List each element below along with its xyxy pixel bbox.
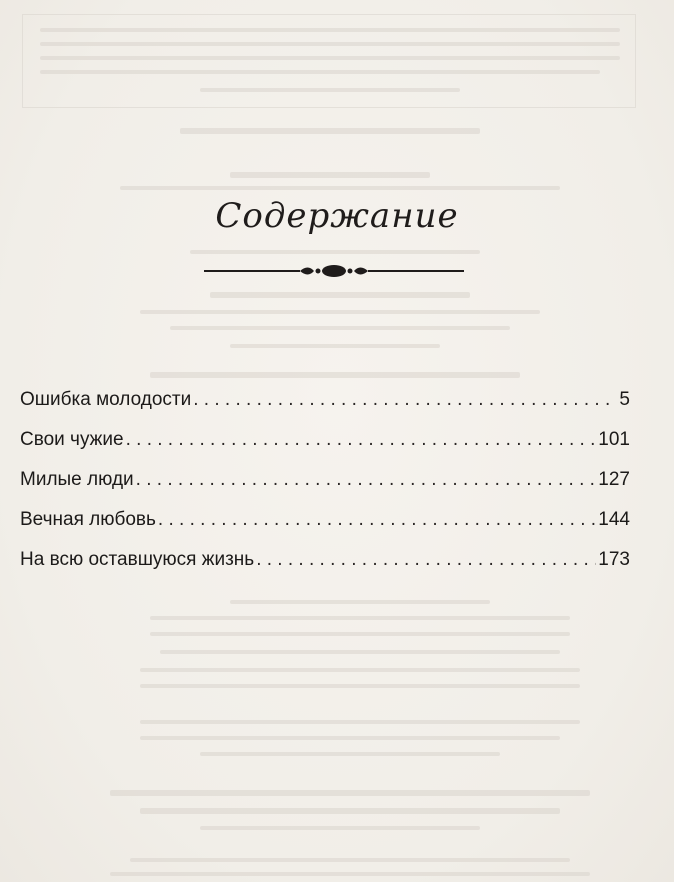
- toc-entry-page: 127: [598, 469, 630, 490]
- toc-entry[interactable]: [20, 546, 630, 586]
- toc-leader-dots: [193, 386, 617, 414]
- toc-entry-title: Ошибка молодости: [20, 389, 192, 410]
- flourish-divider-icon: [204, 262, 464, 280]
- toc-entry[interactable]: [20, 466, 630, 506]
- toc-entry-page: 101: [598, 429, 630, 450]
- show-through-box: [22, 14, 636, 108]
- toc-leader-dots: [126, 426, 597, 454]
- toc-leader-dots: [136, 466, 597, 494]
- toc-entry-page: 144: [598, 509, 630, 530]
- toc-entry-title: Вечная любовь: [20, 509, 156, 530]
- toc-entry[interactable]: [20, 386, 630, 426]
- toc-entry-page: 5: [619, 389, 630, 410]
- toc-leader-dots: [158, 506, 596, 534]
- page-title: Содержание: [215, 196, 459, 236]
- toc-entry-title: Милые люди: [20, 469, 134, 490]
- toc-entry[interactable]: [20, 426, 630, 466]
- toc-entry-page: 173: [598, 549, 630, 570]
- toc-leader-dots: [256, 546, 596, 574]
- toc-entry-title: Свои чужие: [20, 429, 124, 450]
- toc-entry[interactable]: [20, 506, 630, 546]
- table-of-contents: [20, 386, 630, 586]
- toc-entry-title: На всю оставшуюся жизнь: [20, 549, 255, 570]
